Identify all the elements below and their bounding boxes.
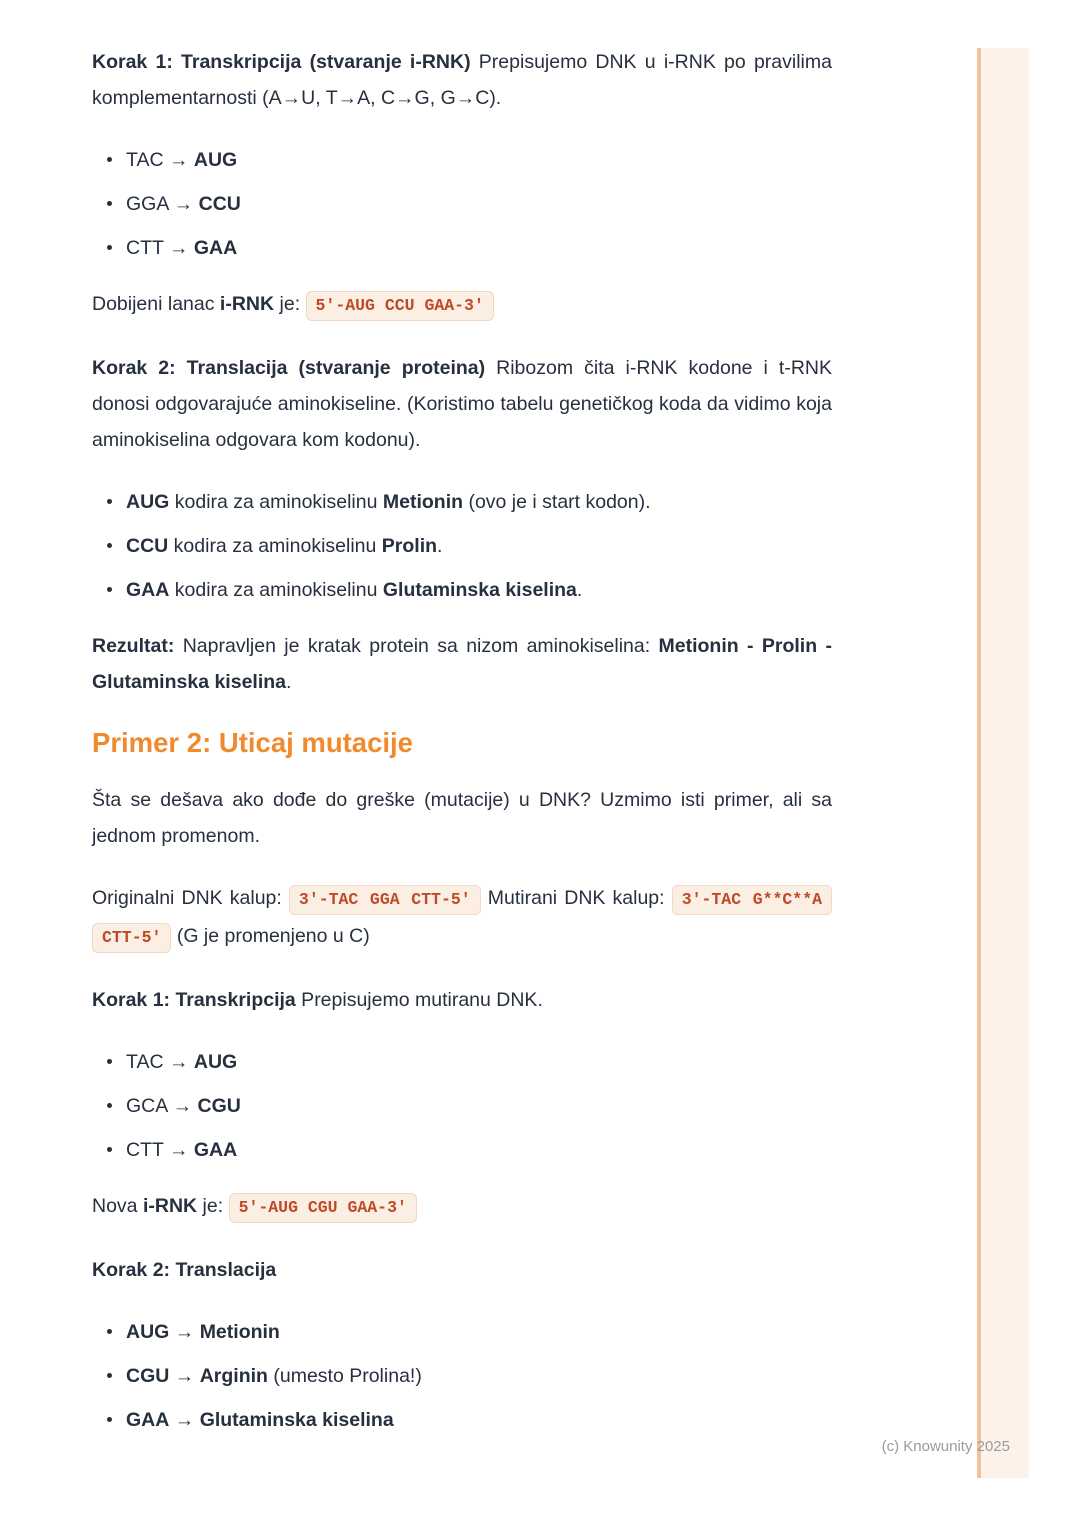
codon-source: GGA → (126, 193, 199, 215)
primer2-section-title: Primer 2: Uticaj mutacije (92, 727, 413, 758)
arrow: → (169, 1365, 200, 1387)
codon-source: CTT → (126, 237, 194, 259)
transcription-list-2 (92, 1044, 832, 1168)
arrow: → (169, 1409, 200, 1431)
list-item (126, 1088, 832, 1124)
codon-mid: kodira za aminokiselinu (169, 491, 383, 513)
irnk-result-bold: i-RNK (219, 293, 275, 315)
nova-irnk-bold: i-RNK (142, 1195, 198, 1217)
list-item (126, 230, 832, 266)
list-item (126, 1402, 832, 1438)
step1-heading-bold: Korak 1: Transkripcija (stvaranje i-RNK) (92, 51, 471, 73)
nova-irnk-line (92, 1188, 832, 1226)
codon: GAA (126, 1409, 170, 1431)
primer2-intro-paragraph: Šta se dešava ako dođe do greške (mutacije) u DNK? Uzmimo isti primer, ali sa jednom promenom. (92, 789, 832, 847)
codon-post: (umesto Prolina!) (267, 1365, 422, 1387)
rezultat-protein: Metionin - Prolin - Glutaminska kiselina (92, 635, 832, 693)
codon-post: . (576, 579, 583, 601)
mutated-dnk-label: Mutirani DNK kalup: (480, 887, 672, 909)
footer-copyright: (c) Knowunity 2025 (881, 1438, 1010, 1455)
irnk-result-post: je: (274, 293, 306, 315)
rezultat-text: Napravljen je kratak protein sa nizom aminokiselina: (174, 635, 659, 657)
list-item (126, 1358, 832, 1394)
codon-result: AUG (193, 149, 238, 171)
step1-paragraph (92, 44, 832, 116)
primer2-korak1-line (92, 982, 832, 1018)
mutated-dnk-note: (G je promenjeno u C) (171, 925, 370, 947)
amino-acid: Prolin (381, 535, 438, 557)
codon: GAA (126, 579, 170, 601)
codon-source: TAC → (126, 149, 194, 171)
transcription-list-1 (92, 142, 832, 266)
codon-result: CCU (198, 193, 241, 215)
primer2-korak1-bold: Korak 1: Transkripcija (92, 989, 296, 1011)
list-item (126, 572, 832, 608)
codon-result: GAA (193, 237, 238, 259)
amino-acid: Glutaminska kiselina (382, 579, 577, 601)
amino-acid: Metionin (199, 1321, 280, 1343)
page-margin-strip (977, 48, 1029, 1478)
codon-source: CTT → (126, 1139, 194, 1161)
original-dnk-code: 3'-TAC GGA CTT-5' (289, 885, 481, 915)
list-item (126, 186, 832, 222)
irnk-sequence-code: 5'-AUG CCU GAA-3' (306, 291, 494, 321)
primer2-korak1-rest: Prepisujemo mutiranu DNK. (295, 989, 543, 1011)
step2-paragraph (92, 350, 832, 458)
translation-list-2 (92, 1314, 832, 1438)
codon-result: CGU (197, 1095, 241, 1117)
codon-mid: kodira za aminokiselinu (169, 579, 383, 601)
codon: CCU (126, 535, 169, 557)
rezultat-post: . (286, 671, 292, 693)
dnk-templates-paragraph (92, 880, 832, 956)
codon-source: TAC → (126, 1051, 194, 1073)
codon-post: . (437, 535, 443, 557)
list-item (126, 1044, 832, 1080)
list-item (126, 1314, 832, 1350)
irnk-result-pre: Dobijeni lanac (92, 293, 220, 315)
arrow: → (169, 1321, 200, 1343)
nova-irnk-post: je: (197, 1195, 229, 1217)
codon: CGU (126, 1365, 170, 1387)
list-item (126, 484, 832, 520)
nova-irnk-pre: Nova (92, 1195, 143, 1217)
codon-mid: kodira za aminokiselinu (168, 535, 382, 557)
codon: AUG (126, 1321, 170, 1343)
mutated-dnk-code: 3'-TAC G**C**A CTT-5' (92, 885, 832, 953)
step2-heading-rest: Ribozom čita i-RNK kodone i t-RNK donosi odgovarajuće aminokiseline. (Koristimo tabelu genetičkog koda da vidimo koja aminokiselina odgovara kom kodonu). (92, 357, 832, 451)
list-item (126, 1132, 832, 1168)
codon-result: GAA (193, 1139, 238, 1161)
rezultat-paragraph (92, 628, 832, 700)
step1-heading-rest: Prepisujemo DNK u i-RNK po pravilima komplementarnosti (A→U, T→A, C→G, G→C). (92, 51, 832, 109)
primer2-korak2-line (92, 1252, 832, 1288)
codon-source: GCA → (126, 1095, 198, 1117)
codon: AUG (126, 491, 170, 513)
irnk-result-line (92, 286, 832, 324)
primer2-korak2-bold: Korak 2: Translacija (92, 1259, 277, 1281)
amino-acid: Glutaminska kiselina (199, 1409, 394, 1431)
original-dnk-label: Originalni DNK kalup: (92, 887, 289, 909)
amino-acid: Arginin (199, 1365, 268, 1387)
nova-irnk-code: 5'-AUG CGU GAA-3' (229, 1193, 417, 1223)
list-item (126, 142, 832, 178)
codon-result: AUG (193, 1051, 238, 1073)
step2-heading-bold: Korak 2: Translacija (stvaranje proteina) (92, 357, 486, 379)
list-item (126, 528, 832, 564)
codon-post: (ovo je i start kodon). (463, 491, 651, 513)
document-content (92, 44, 832, 1458)
translation-list-1 (92, 484, 832, 608)
amino-acid: Metionin (382, 491, 464, 513)
rezultat-label: Rezultat: (92, 635, 175, 657)
